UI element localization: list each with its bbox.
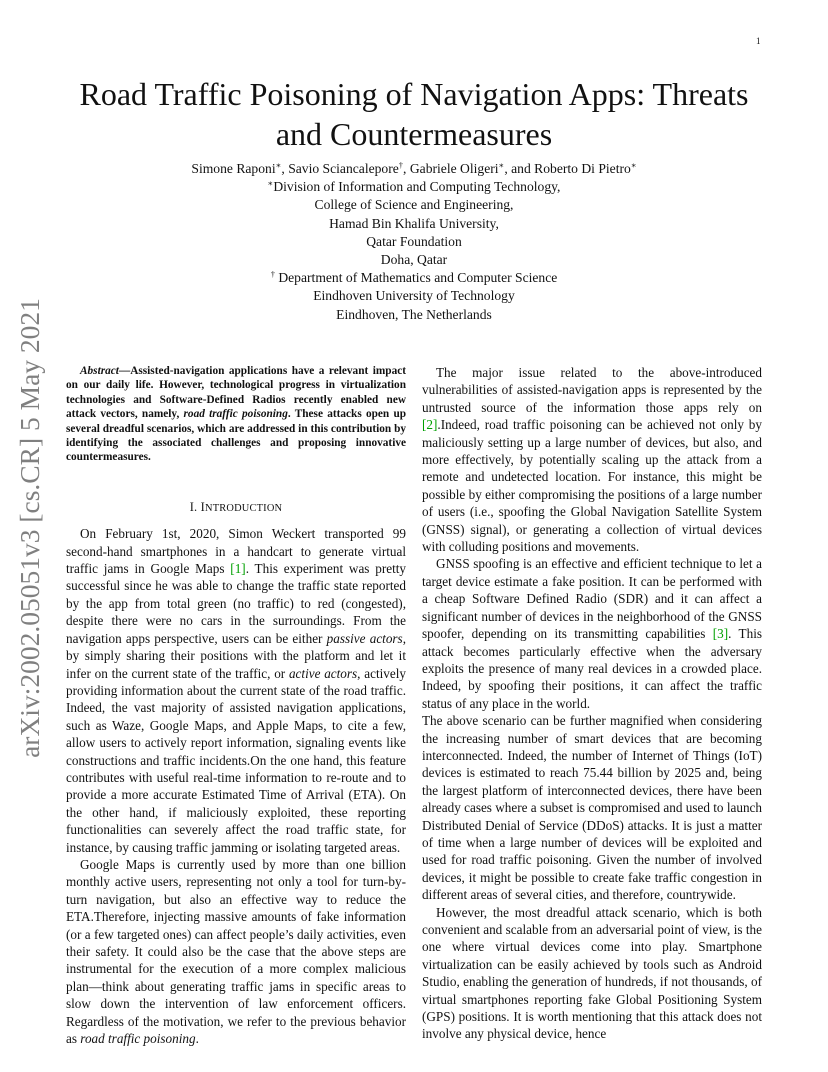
body-paragraph <box>422 712 762 903</box>
affiliation-mark: ∗ <box>275 160 282 170</box>
paragraph-text: . <box>195 1031 199 1047</box>
affiliation-text: Division of Information and Computing Technology, <box>273 179 561 195</box>
paragraph-text: . This attack becomes particularly effective when the adversary exploits the presence of many real devices in a crowded place. Indeed, by spoofing their positions, it can affect the traffic status of any place in the world. <box>422 626 762 711</box>
affiliation-line: Eindhoven, The Netherlands <box>336 306 492 322</box>
affiliation-line: Hamad Bin Khalifa University, <box>329 215 499 231</box>
citation-link[interactable]: [1] <box>230 561 246 577</box>
section-heading-introduction <box>66 499 406 517</box>
abstract-emphasis: road traffic poisoning <box>183 408 288 421</box>
body-paragraph <box>422 555 762 712</box>
abstract-text: Assisted-navigation applications have a relevant impact on our daily life. However, technological progress in virtualization technologies and Software-Defined Radios recently enabled new attack vectors, namely, <box>66 365 406 421</box>
author-name: Simone Raponi <box>191 161 276 176</box>
affiliation-line: Eindhoven University of Technology <box>313 288 515 304</box>
separator: , <box>403 161 410 176</box>
body-paragraph <box>66 856 406 1047</box>
abstract-text: . These attacks open up several dreadful scenarios, which are addressed in this contribution by identifying the associated challenges and proposing innovative countermeasures. <box>66 408 407 464</box>
affiliation-mark: ∗ <box>630 160 637 170</box>
affiliation-mark: ∗ <box>267 178 274 189</box>
left-column <box>66 364 406 1047</box>
affiliation-line: Doha, Qatar <box>380 252 448 268</box>
affiliation-mark: † <box>398 160 404 170</box>
emphasis: road traffic poisoning <box>80 1031 196 1047</box>
title-line: and Countermeasures <box>275 116 553 152</box>
emphasis: active actors <box>288 665 358 681</box>
affiliation-mark: ∗ <box>498 160 505 170</box>
affiliation-line <box>100 178 728 196</box>
page-number: 1 <box>756 36 761 46</box>
author-name: Savio Sciancalepore <box>288 161 399 176</box>
citation-link[interactable]: [2] <box>422 417 438 433</box>
paragraph-text: , by simply sharing their positions with the platform and let it infer on the current state of the traffic, or <box>66 630 406 681</box>
affiliation-line: College of Science and Engineering, <box>314 197 514 213</box>
arxiv-identifier: arXiv:2002.05051v3 [cs.CR] 5 May 2021 <box>14 298 45 758</box>
right-column <box>422 364 762 1043</box>
paragraph-text: , actively providing information about the current state of the road traffic. Indeed, the vast majority of assisted navigation applications, such as Waze, Google Maps, and Apple Maps, to cite a few, allow users to actively report information, signaling events like constructions and traffic incidents.On the one hand, this feature contributes with useful real-time information to re-route and to provide a more accurate Estimated Time of Arrival (ETA). On the other hand, if maliciously exploited, these reporting functionalities can severely affect the road traffic state, for instance, by causing traffic jamming or isolating targeted areas. <box>66 665 406 855</box>
section-title-caps: NTRODUCTION <box>205 502 283 514</box>
emphasis: passive actors <box>326 630 403 646</box>
abstract-label: Abstract <box>80 365 119 377</box>
paragraph-text: However, the most dreadful attack scenario, which is both convenient and scalable from an adversarial point of view, is the one where virtual devices come into play. Smartphone virtualization can be easily achieved by tools such as Android Studio, enabling the generation of hundreds, if not thousands, of virtual smartphones reporting fake Global Positioning System (GPS) positions. It is worth mentioning that this attack does not involve any physical device, hence <box>422 904 762 1042</box>
affiliation-text: Department of Mathematics and Computer Science <box>274 270 558 286</box>
paragraph-text: On February 1st, 2020, Simon Weckert transported 99 second-hand smartphones in a handcart to generate virtual traffic jams in Google Maps <box>66 526 406 577</box>
author-name: Gabriele Oligeri <box>409 161 499 176</box>
author-list <box>100 160 728 178</box>
body-paragraph <box>422 364 762 555</box>
paragraph-text: . This experiment was pretty successful since he was able to change the traffic state reported by the app from total green (no traffic) to red (congested), despite there were no cars in the surroundings. From the navigation apps perspective, users can be either <box>66 561 407 646</box>
author-name: Roberto Di Pietro <box>534 161 631 176</box>
paper-title <box>48 74 780 154</box>
abstract-dash: — <box>118 365 131 377</box>
body-paragraph <box>422 904 762 1043</box>
section-number: I. <box>189 499 198 514</box>
paragraph-text: Google Maps is currently used by more than one billion monthly active users, representing not only a tool for turn-by-turn navigation, but also an effective way to reduce the ETA.Therefore, injecting massive amounts of fake information (or a few targeted ones) can affect people’s daily activities, even their safety. It could also be the case that the above steps are instrumental for the execution of a more complex malicious plan—think about generating traffic jams in specific areas to slow down the intervention of law enforcement officers. Regardless of the motivation, we refer to the previous behavior as <box>66 856 406 1047</box>
title-line: Road Traffic Poisoning of Navigation Apps: Threats <box>79 76 749 112</box>
separator: , and <box>504 161 535 176</box>
body-paragraph <box>66 525 406 856</box>
separator: , <box>281 161 289 176</box>
paragraph-text: The above scenario can be further magnified when considering the increasing number of smart devices that are becoming interconnected. Indeed, the number of Internet of Things (IoT) devices is estimated to reach 75.44 billion by 2025 and, being the largest platform of interconnected devices, there have been already cases where a subset is compromised and used to launch Distributed Denial of Service (DDoS) attacks. It is just a matter of time when a large number of devices will be exploited and used for road traffic poisoning. Given the number of involved devices, it might be possible to create fake traffic congestion in different areas of several cities, and therefore, countrywide. <box>422 713 762 903</box>
paragraph-text: .Indeed, road traffic poisoning can be achieved not only by maliciously setting up a large number of devices, but also, and more effectively, by potentially scaling up the attack from a remote and undetected location. For instance, this might be possible by either compromising the positions of a large number of users (i.e., spoofing the Global Navigation Satellite System (GNSS) signal), or generating a collection of virtual devices with colluding positions and movements. <box>422 417 762 555</box>
affiliation-line: Qatar Foundation <box>366 233 462 249</box>
affiliation-line <box>100 269 728 287</box>
abstract <box>66 364 406 465</box>
section-initial: I <box>200 499 205 514</box>
paragraph-text: GNSS spoofing is an effective and efficient technique to let a target device estimate a fake position. It can be performed with a cheap Software Defined Radio (SDR) and it can affect a significant number of devices in the neighborhood of the GNSS spoofer, depending on its transmitting capabilities <box>422 556 762 642</box>
arxiv-sidebar <box>10 288 50 768</box>
citation-link[interactable]: [3] <box>712 626 729 642</box>
paragraph-text: The major issue related to the above-introduced vulnerabilities of assisted-navigation apps is represented by the untrusted source of the information those apps rely on <box>422 365 762 415</box>
affiliation-mark: † <box>270 269 275 280</box>
author-block <box>100 160 728 324</box>
